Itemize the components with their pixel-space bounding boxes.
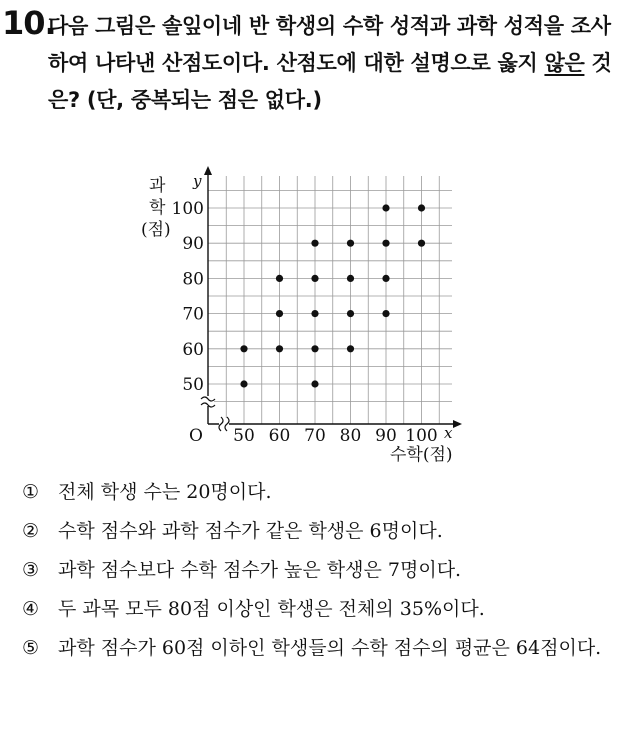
point-70-60 xyxy=(311,345,318,352)
point-60-60 xyxy=(276,345,283,352)
choice-2-text: 수학 점수와 과학 점수가 같은 학생은 6명이다. xyxy=(58,520,443,542)
point-70-90 xyxy=(311,240,318,247)
y-tick-50: 50 xyxy=(182,375,204,395)
y-axis-variable: y xyxy=(193,172,202,190)
stem-underlined-word: 않은 xyxy=(544,51,585,75)
y-tick-80: 80 xyxy=(182,269,204,290)
y-axis-arrow xyxy=(204,166,212,175)
choice-4[interactable] xyxy=(22,595,622,624)
point-70-50 xyxy=(311,380,318,387)
point-80-60 xyxy=(347,345,354,352)
stem-text-2: 것은? (단, 중복되는 점은 없다.) xyxy=(48,51,612,112)
question-number: 10. xyxy=(2,4,56,42)
point-80-80 xyxy=(347,275,354,282)
point-50-50 xyxy=(240,380,247,387)
x-axis-arrow xyxy=(453,420,462,428)
x-tick-60: 60 xyxy=(268,426,291,446)
tick-labels xyxy=(172,199,438,446)
point-80-90 xyxy=(347,240,354,247)
point-50-60 xyxy=(240,345,247,352)
choice-1-number: ① xyxy=(22,481,40,503)
origin-label: O xyxy=(189,426,203,446)
point-70-70 xyxy=(311,310,318,317)
y-axis-label-line1: 과 xyxy=(149,176,166,196)
point-80-70 xyxy=(347,310,354,317)
choice-2[interactable] xyxy=(22,517,622,546)
choice-1[interactable] xyxy=(22,478,622,507)
choice-2-number: ② xyxy=(22,520,40,542)
choice-4-number: ④ xyxy=(22,598,40,620)
x-tick-100: 100 xyxy=(405,426,438,446)
choice-5-text: 과학 점수가 60점 이하인 학생들의 수학 점수의 평균은 64점이다. xyxy=(58,637,602,659)
x-axis-variable: x xyxy=(444,424,453,442)
choice-5-number: ⑤ xyxy=(22,637,40,659)
choice-5[interactable] xyxy=(22,634,622,663)
point-100-100 xyxy=(418,204,425,211)
y-tick-60: 60 xyxy=(182,339,204,360)
choice-4-text: 두 과목 모두 80점 이상인 학생은 전체의 35%이다. xyxy=(58,598,485,620)
y-tick-100: 100 xyxy=(171,199,204,219)
point-100-90 xyxy=(418,240,425,247)
y-tick-90: 90 xyxy=(182,234,204,255)
x-tick-70: 70 xyxy=(304,426,326,446)
stem-text-1: 다음 그림은 솔잎이네 반 학생의 수학 성적과 과학 성적을 조사하여 나타낸 산점도이다. 산점도에 대한 설명으로 옳지 xyxy=(48,14,611,75)
y-axis-label-unit: (점) xyxy=(141,220,171,240)
point-70-80 xyxy=(311,275,318,282)
choice-3-number: ③ xyxy=(22,559,40,581)
y-tick-70: 70 xyxy=(182,304,204,325)
point-60-70 xyxy=(276,310,283,317)
y-axis-label-line2: 학 xyxy=(149,198,166,218)
point-90-90 xyxy=(382,240,389,247)
x-tick-80: 80 xyxy=(339,426,362,446)
x-axis-label: 수학(점) xyxy=(390,445,453,465)
choice-3-text: 과학 점수보다 수학 점수가 높은 학생은 7명이다. xyxy=(58,559,462,581)
choice-list xyxy=(22,478,622,673)
choice-3[interactable] xyxy=(22,556,622,585)
point-60-80 xyxy=(276,275,283,282)
point-90-100 xyxy=(382,204,389,211)
point-90-70 xyxy=(382,310,389,317)
x-tick-90: 90 xyxy=(375,426,397,446)
choice-1-text: 전체 학생 수는 20명이다. xyxy=(58,481,272,503)
point-90-80 xyxy=(382,275,389,282)
x-tick-50: 50 xyxy=(233,426,255,446)
